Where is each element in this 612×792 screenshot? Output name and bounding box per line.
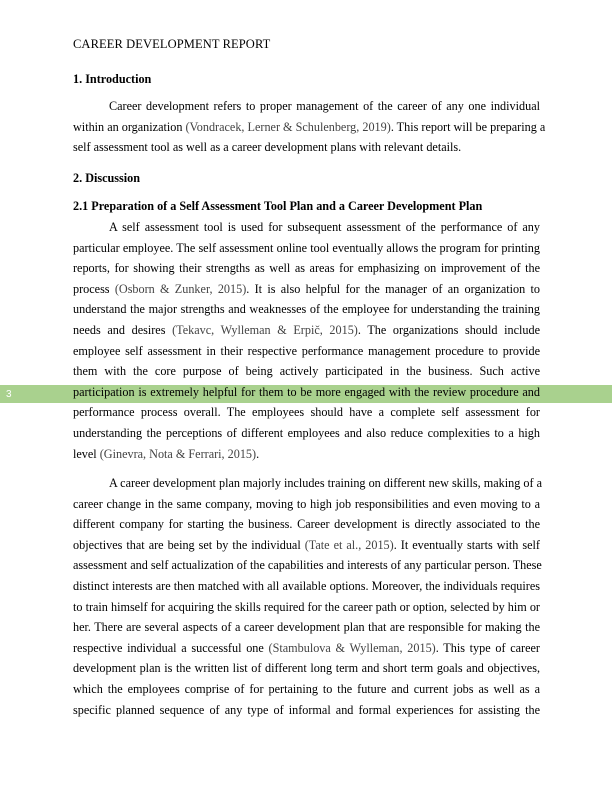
body-line: needs and desires (Tekavc, Wylleman & Erpič, 2015). The organizations should include (73, 322, 540, 337)
paragraph-career-plan (73, 473, 540, 720)
document-header: CAREER DEVELOPMENT REPORT (73, 37, 271, 51)
body-line: performance process overall. The employees should have a complete self assessment for (73, 405, 540, 420)
body-line: development plan is the written list of different long term and short term goals and objectives, (73, 661, 540, 676)
citation: (Tate et al., 2015) (304, 537, 394, 552)
paragraph-self-assessment (73, 217, 540, 464)
citation: (Stambulova & Wylleman, 2015) (268, 640, 436, 655)
body-line: respective individual a successful one (Stambulova & Wylleman, 2015). This type of career (73, 640, 540, 655)
body-line: level (Ginevra, Nota & Ferrari, 2015). (73, 446, 260, 461)
subsection-heading: 2.1 Preparation of a Self Assessment Tool Plan and a Career Development Plan (73, 199, 483, 213)
body-line: which the employees comprise of for pertaining to the future and current jobs as well as a (73, 681, 540, 696)
body-line: process (Osborn & Zunker, 2015). It is also helpful for the manager of an organization to (73, 281, 540, 296)
intro-line: self assessment tool as well as a career development plans with relevant details. (73, 140, 462, 155)
page-number: 3 (6, 389, 12, 400)
discussion-heading: 2. Discussion (73, 171, 141, 185)
citation: (Ginevra, Nota & Ferrari, 2015) (99, 446, 257, 461)
intro-paragraph (73, 96, 546, 158)
citation: (Osborn & Zunker, 2015) (114, 281, 247, 296)
body-line: to train himself for acquiring the skills required for the career path or option, selected by him or (73, 599, 540, 614)
body-line: A self assessment tool is used for subsequent assessment of the performance of any (109, 220, 540, 234)
intro-line: within an organization (Vondracek, Lerner & Schulenberg, 2019). This report will be preparing a (73, 119, 546, 134)
citation: (Vondracek, Lerner & Schulenberg, 2019) (185, 119, 391, 134)
body-line: understanding the perceptions of different employees and also reduce complexities to a high (73, 425, 540, 440)
citation: (Tekavc, Wylleman & Erpič, 2015) (172, 322, 358, 337)
body-line: specific planned sequence of any type of informal and formal experiences for assisting the (73, 702, 540, 717)
body-line: them with the core purpose of being actively participated in the business. Such active (73, 364, 540, 379)
body-line: different company for starting the business. Career development is directly associated to the (73, 517, 540, 532)
body-line: A career development plan majorly includes training on different new skills, making of a (109, 476, 542, 490)
intro-heading: 1. Introduction (73, 72, 152, 86)
intro-line: Career development refers to proper management of the career of any one individual (109, 99, 540, 113)
body-line: particular employee. The self assessment online tool eventually allows the program for printing (73, 240, 540, 255)
body-line: distinct interests are then matched with all available options. Moreover, the individuals requires (73, 578, 540, 593)
body-line: employee self assessment in their respective performance management procedure to provide (73, 343, 540, 358)
body-line: understand the major strengths and weaknesses of the employee for understanding the training (73, 302, 540, 317)
body-line: objectives that are being set by the individual (Tate et al., 2015). It eventually starts with self (73, 537, 540, 552)
body-line: reports, for showing their strengths as well as areas for emphasizing on improvement of the (73, 261, 540, 276)
body-line: participation is extremely helpful for them to be more engaged with the review procedure and (73, 384, 540, 399)
body-line: career change in the same company, moving to high job responsibilities and even moving to a (73, 496, 540, 511)
body-line: her. There are several aspects of a career development plan that are responsible for making the (73, 620, 540, 635)
body-line: assessment and self actualization of the capabilities and interests of any particular person. These (73, 558, 542, 573)
